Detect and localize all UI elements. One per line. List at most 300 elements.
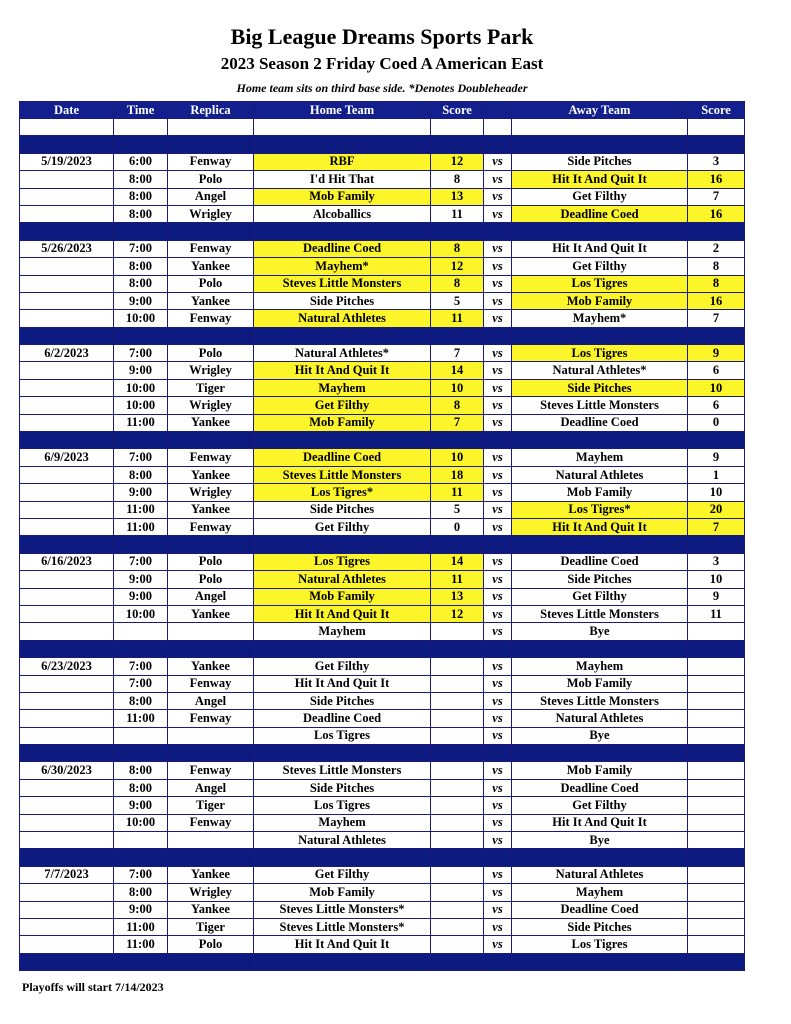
week-separator-row [20,327,745,344]
game-date: 5/19/2023 [20,153,114,170]
game-time: 11:00 [114,501,168,518]
game-replica [168,832,254,849]
game-row [20,379,745,396]
game-date [20,205,114,222]
separator-cell [20,136,114,153]
game-date [20,275,114,292]
separator-cell [254,223,431,240]
game-replica: Yankee [168,605,254,622]
away-score: 7 [688,188,745,205]
away-team: Natural Athletes* [512,362,688,379]
versus-label: vs [484,345,512,362]
game-date [20,188,114,205]
column-header-home-team: Home Team [254,102,431,119]
separator-cell [20,745,114,762]
separator-cell [168,640,254,657]
week-separator-row [20,640,745,657]
separator-cell [114,745,168,762]
game-date [20,171,114,188]
game-row [20,397,745,414]
versus-label: vs [484,832,512,849]
away-score [688,710,745,727]
versus-label: vs [484,188,512,205]
away-score: 8 [688,258,745,275]
home-score [431,675,484,692]
versus-label: vs [484,866,512,883]
game-row [20,675,745,692]
game-time: 8:00 [114,275,168,292]
game-row [20,153,745,170]
separator-cell [20,327,114,344]
separator-cell [254,136,431,153]
home-score: 7 [431,414,484,431]
separator-cell [431,223,484,240]
home-team: Mob Family [254,588,431,605]
game-date [20,884,114,901]
game-time: 9:00 [114,571,168,588]
game-row [20,797,745,814]
game-time: 10:00 [114,814,168,831]
game-date [20,397,114,414]
home-score [431,727,484,744]
versus-label: vs [484,918,512,935]
home-team: Side Pitches [254,292,431,309]
away-team: Steves Little Monsters [512,397,688,414]
column-header-home-score: Score [431,102,484,119]
home-score [431,918,484,935]
game-row [20,414,745,431]
game-date [20,710,114,727]
home-score: 8 [431,240,484,257]
versus-label: vs [484,797,512,814]
away-team: Deadline Coed [512,901,688,918]
week-separator-row [20,953,745,970]
separator-cell [484,953,512,970]
home-score [431,692,484,709]
game-replica: Fenway [168,814,254,831]
versus-label: vs [484,571,512,588]
home-team: Get Filthy [254,866,431,883]
home-team: Hit It And Quit It [254,605,431,622]
versus-label: vs [484,675,512,692]
away-team: Hit It And Quit It [512,171,688,188]
separator-cell [254,327,431,344]
home-team: Steves Little Monsters* [254,918,431,935]
away-team: Get Filthy [512,588,688,605]
game-date: 6/16/2023 [20,553,114,570]
game-date [20,501,114,518]
home-score: 12 [431,605,484,622]
away-team: Natural Athletes [512,710,688,727]
separator-cell [484,536,512,553]
home-score: 8 [431,397,484,414]
separator-cell [512,849,688,866]
game-row [20,362,745,379]
home-team: Mayhem* [254,258,431,275]
game-date [20,832,114,849]
game-replica: Angel [168,779,254,796]
separator-cell [20,536,114,553]
separator-cell [168,953,254,970]
game-row [20,466,745,483]
game-row [20,171,745,188]
game-row [20,936,745,953]
separator-cell [168,849,254,866]
separator-cell [512,745,688,762]
game-row [20,605,745,622]
table-header-row [20,102,745,119]
game-time: 8:00 [114,171,168,188]
game-time: 8:00 [114,188,168,205]
separator-cell [20,223,114,240]
home-team: Hit It And Quit It [254,675,431,692]
game-date [20,692,114,709]
blank-cell [114,119,168,136]
versus-label: vs [484,553,512,570]
game-replica [168,727,254,744]
away-score: 16 [688,292,745,309]
away-team: Deadline Coed [512,205,688,222]
away-score: 20 [688,501,745,518]
away-score [688,866,745,883]
separator-cell [20,953,114,970]
game-time [114,727,168,744]
separator-cell [688,327,745,344]
game-replica [168,623,254,640]
game-time: 8:00 [114,779,168,796]
home-score: 13 [431,188,484,205]
away-score: 3 [688,553,745,570]
game-date [20,518,114,535]
game-replica: Polo [168,571,254,588]
blank-cell [168,119,254,136]
schedule-body [20,119,745,971]
game-replica: Angel [168,188,254,205]
separator-cell [484,640,512,657]
separator-cell [688,849,745,866]
separator-cell [168,136,254,153]
separator-cell [168,432,254,449]
separator-cell [431,953,484,970]
versus-label: vs [484,710,512,727]
game-time: 9:00 [114,901,168,918]
separator-cell [168,536,254,553]
versus-label: vs [484,171,512,188]
separator-cell [431,136,484,153]
versus-label: vs [484,936,512,953]
away-team: Los Tigres [512,936,688,953]
away-score: 10 [688,571,745,588]
game-time: 7:00 [114,240,168,257]
home-team: Natural Athletes [254,310,431,327]
separator-cell [512,327,688,344]
game-row [20,345,745,362]
separator-cell [114,432,168,449]
game-date [20,675,114,692]
versus-label: vs [484,727,512,744]
away-team: Hit It And Quit It [512,814,688,831]
versus-label: vs [484,258,512,275]
away-score: 9 [688,449,745,466]
home-score [431,884,484,901]
game-row [20,292,745,309]
home-score [431,623,484,640]
home-score: 5 [431,501,484,518]
versus-label: vs [484,362,512,379]
game-replica: Polo [168,936,254,953]
game-replica: Fenway [168,153,254,170]
game-date [20,362,114,379]
separator-cell [114,536,168,553]
home-score: 8 [431,171,484,188]
separator-cell [168,327,254,344]
home-team: Steves Little Monsters [254,762,431,779]
week-separator-row [20,745,745,762]
game-date [20,936,114,953]
versus-label: vs [484,588,512,605]
game-row [20,710,745,727]
game-row [20,205,745,222]
separator-cell [254,640,431,657]
away-team: Side Pitches [512,153,688,170]
game-date [20,605,114,622]
home-team: Alcoballics [254,205,431,222]
game-replica: Fenway [168,449,254,466]
home-team: Side Pitches [254,692,431,709]
away-team: Get Filthy [512,188,688,205]
game-time: 11:00 [114,518,168,535]
game-replica: Fenway [168,310,254,327]
separator-cell [168,745,254,762]
game-row [20,484,745,501]
home-team: Get Filthy [254,658,431,675]
versus-label: vs [484,449,512,466]
versus-label: vs [484,240,512,257]
home-team: Mayhem [254,814,431,831]
column-header-replica: Replica [168,102,254,119]
page-title: Big League Dreams Sports Park [230,24,534,49]
page-subtitle: 2023 Season 2 Friday Coed A American East [220,54,544,73]
game-row [20,866,745,883]
home-team: Steves Little Monsters [254,466,431,483]
home-team: Get Filthy [254,518,431,535]
versus-label: vs [484,518,512,535]
game-row [20,832,745,849]
home-score [431,762,484,779]
separator-cell [484,432,512,449]
home-team: Los Tigres [254,727,431,744]
versus-label: vs [484,466,512,483]
versus-label: vs [484,692,512,709]
game-date [20,588,114,605]
game-time: 8:00 [114,258,168,275]
game-time: 10:00 [114,310,168,327]
home-score [431,832,484,849]
separator-cell [254,745,431,762]
home-team: Mob Family [254,884,431,901]
home-score: 11 [431,310,484,327]
game-replica: Yankee [168,466,254,483]
game-row [20,449,745,466]
away-team: Get Filthy [512,797,688,814]
home-score: 5 [431,292,484,309]
away-score: 7 [688,310,745,327]
separator-cell [431,640,484,657]
away-score: 16 [688,171,745,188]
away-score: 10 [688,379,745,396]
separator-cell [484,136,512,153]
game-time: 9:00 [114,797,168,814]
game-date [20,466,114,483]
home-team: Deadline Coed [254,710,431,727]
separator-cell [512,953,688,970]
separator-cell [254,849,431,866]
home-team: Deadline Coed [254,240,431,257]
game-replica: Polo [168,171,254,188]
away-team: Deadline Coed [512,779,688,796]
versus-label: vs [484,658,512,675]
game-time: 10:00 [114,379,168,396]
away-score [688,675,745,692]
week-separator-row [20,536,745,553]
separator-cell [20,640,114,657]
home-team: Get Filthy [254,397,431,414]
away-score [688,692,745,709]
home-score: 18 [431,466,484,483]
game-replica: Yankee [168,501,254,518]
away-team: Steves Little Monsters [512,692,688,709]
away-score: 2 [688,240,745,257]
game-date [20,414,114,431]
versus-label: vs [484,292,512,309]
game-time: 8:00 [114,762,168,779]
game-date [20,797,114,814]
away-score: 6 [688,362,745,379]
game-replica: Wrigley [168,484,254,501]
game-time [114,832,168,849]
game-date: 5/26/2023 [20,240,114,257]
home-score [431,658,484,675]
game-date: 7/7/2023 [20,866,114,883]
home-team: Side Pitches [254,501,431,518]
game-replica: Fenway [168,762,254,779]
game-replica: Wrigley [168,362,254,379]
away-team: Mob Family [512,292,688,309]
home-team: Mob Family [254,188,431,205]
game-row [20,727,745,744]
blank-cell [254,119,431,136]
game-replica: Angel [168,692,254,709]
away-score: 16 [688,205,745,222]
game-row [20,918,745,935]
away-score [688,623,745,640]
game-date: 6/30/2023 [20,762,114,779]
away-team: Los Tigres [512,275,688,292]
home-team: Los Tigres [254,553,431,570]
game-time: 7:00 [114,675,168,692]
game-row [20,884,745,901]
column-header-vs [484,102,512,119]
separator-cell [688,432,745,449]
separator-cell [114,327,168,344]
separator-cell [168,223,254,240]
game-date [20,814,114,831]
home-score: 8 [431,275,484,292]
separator-cell [688,536,745,553]
separator-cell [431,432,484,449]
game-row [20,901,745,918]
versus-label: vs [484,884,512,901]
away-team: Los Tigres [512,345,688,362]
game-replica: Yankee [168,658,254,675]
game-replica: Polo [168,345,254,362]
versus-label: vs [484,397,512,414]
game-row [20,658,745,675]
away-team: Deadline Coed [512,414,688,431]
away-team: Steves Little Monsters [512,605,688,622]
game-row [20,501,745,518]
versus-label: vs [484,623,512,640]
versus-label: vs [484,501,512,518]
blank-row [20,119,745,136]
game-time: 6:00 [114,153,168,170]
away-score: 6 [688,397,745,414]
separator-cell [20,432,114,449]
separator-cell [431,849,484,866]
game-row [20,258,745,275]
game-date [20,779,114,796]
game-replica: Tiger [168,797,254,814]
away-team: Side Pitches [512,571,688,588]
game-time: 10:00 [114,605,168,622]
game-date [20,484,114,501]
separator-cell [114,223,168,240]
away-score [688,814,745,831]
game-time [114,623,168,640]
game-row [20,623,745,640]
away-team: Side Pitches [512,918,688,935]
footer-note: Playoffs will start 7/14/2023 [22,980,164,994]
column-header-away-score: Score [688,102,745,119]
week-separator-row [20,432,745,449]
column-header-time: Time [114,102,168,119]
away-team: Get Filthy [512,258,688,275]
away-score [688,901,745,918]
away-score [688,797,745,814]
game-date [20,918,114,935]
game-time: 9:00 [114,484,168,501]
game-date [20,571,114,588]
away-team: Mayhem [512,658,688,675]
game-date: 6/23/2023 [20,658,114,675]
home-team: Los Tigres [254,797,431,814]
versus-label: vs [484,814,512,831]
game-replica: Polo [168,553,254,570]
away-score [688,832,745,849]
versus-label: vs [484,379,512,396]
separator-cell [254,953,431,970]
versus-label: vs [484,779,512,796]
game-replica: Fenway [168,710,254,727]
home-team: Steves Little Monsters [254,275,431,292]
home-score [431,710,484,727]
game-row [20,518,745,535]
game-replica: Angel [168,588,254,605]
away-score: 7 [688,518,745,535]
versus-label: vs [484,484,512,501]
versus-label: vs [484,205,512,222]
home-team: Steves Little Monsters* [254,901,431,918]
